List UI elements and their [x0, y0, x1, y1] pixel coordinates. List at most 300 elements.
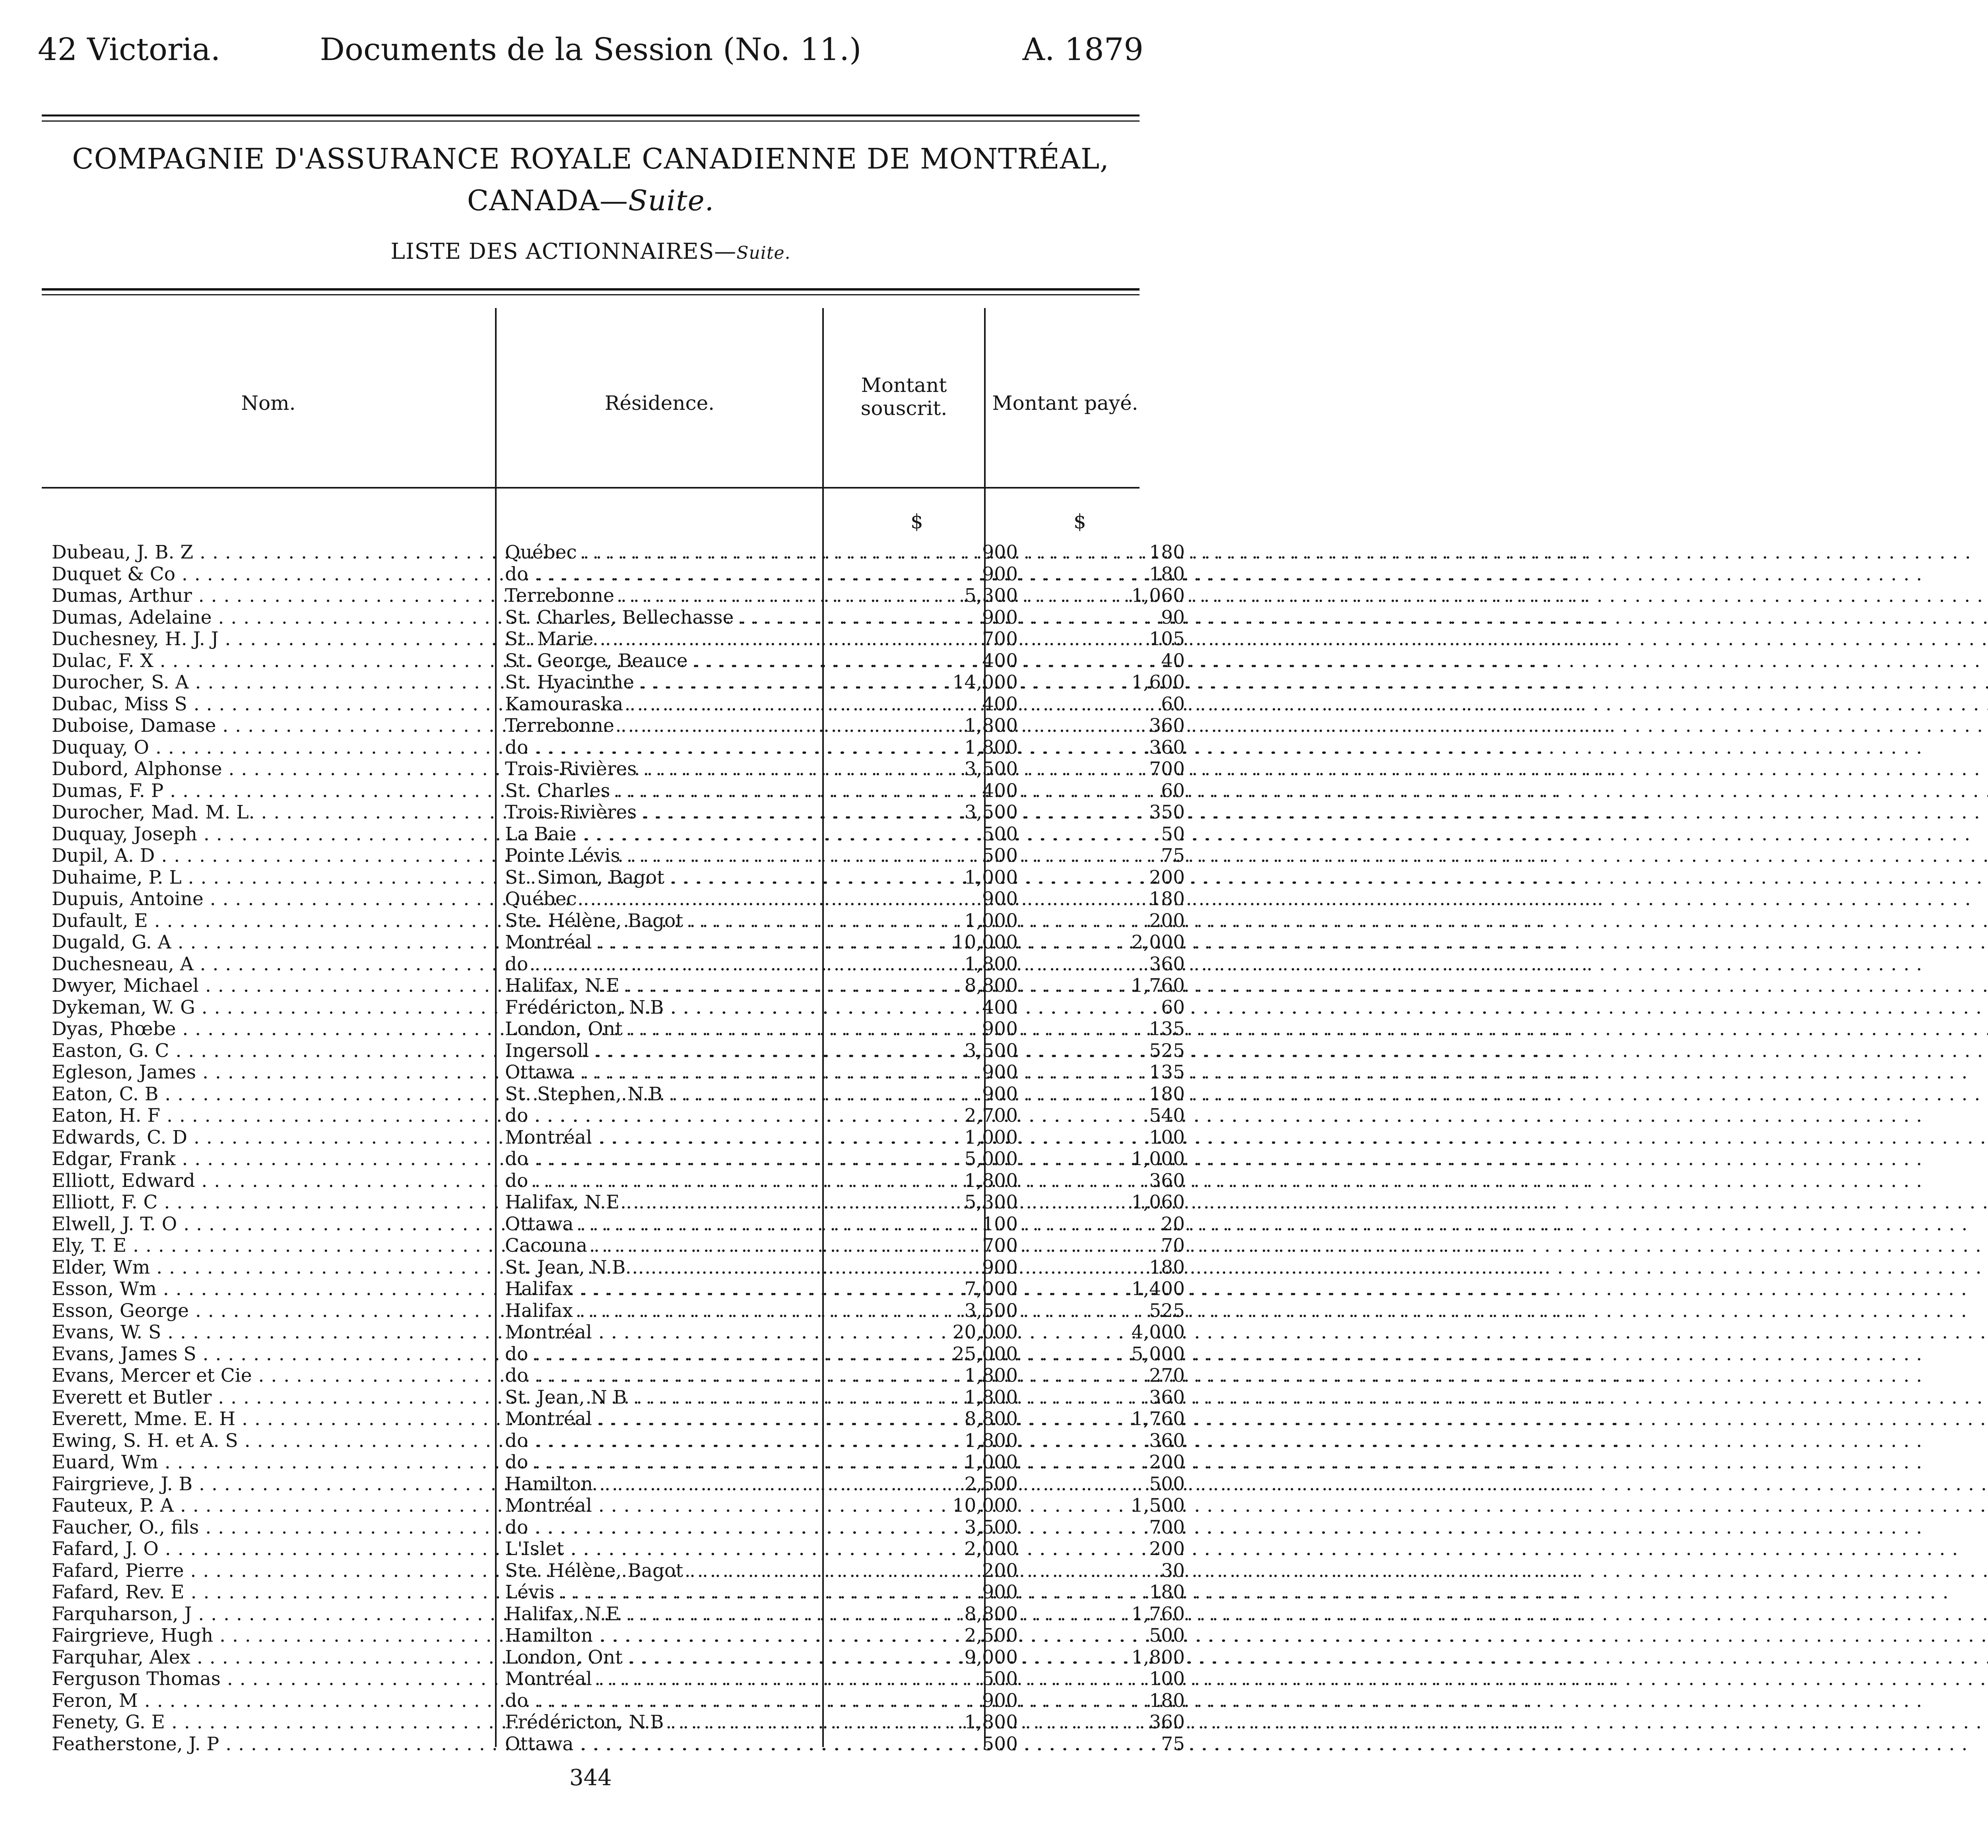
amount-subscribed: 8,800 — [964, 1408, 1018, 1430]
table-row — [52, 823, 1185, 845]
amount-subscribed: 1,800 — [964, 1169, 1018, 1192]
amount-subscribed: 2,000 — [964, 1538, 1018, 1560]
document-title-line2 — [38, 181, 1143, 221]
shareholder-name: Duquet & Co . . . — [52, 564, 491, 586]
table-row — [52, 845, 1185, 867]
shareholder-name: Duquay, O . . . — [52, 737, 491, 759]
shareholder-name: Farquharson, J . . . — [52, 1604, 491, 1625]
amount-subscribed: 5,300 — [964, 585, 1018, 607]
amount-paid: 1,800 — [1131, 1646, 1185, 1668]
table-row — [52, 736, 1185, 759]
amount-subscribed: 1,000 — [964, 866, 1018, 888]
shareholder-name: Feron, M . . . — [52, 1690, 491, 1712]
table-row — [52, 801, 1185, 824]
amount-paid: 1,600 — [1131, 671, 1185, 693]
amount-subscribed: 1,800 — [964, 1386, 1018, 1408]
shareholder-residence: Ottawa . . . — [505, 1214, 859, 1235]
amount-paid: 200 — [1149, 909, 1185, 932]
shareholder-residence: St. Charles . . . — [505, 780, 859, 802]
amount-paid: 360 — [1149, 1429, 1185, 1452]
shareholder-name: Ely, T. E . . . — [52, 1235, 491, 1257]
shareholder-residence: Halifax, N.E . . . — [505, 1604, 859, 1625]
amount-paid: 1,760 — [1131, 1603, 1185, 1625]
shareholder-name: Dulac, F. X . . . — [52, 650, 491, 672]
table-row — [52, 1538, 1185, 1560]
amount-paid: 350 — [1149, 801, 1185, 823]
title-suite: Suite. — [628, 184, 714, 217]
table-row — [52, 996, 1185, 1019]
amount-subscribed: 400 — [982, 650, 1018, 672]
shareholder-residence: do . . . — [505, 1105, 859, 1127]
shareholder-name: Dyas, Phœbe . . . — [52, 1018, 491, 1040]
amount-paid: 100 — [1149, 1126, 1185, 1148]
shareholder-name: Everett et Butler . . . — [52, 1387, 491, 1409]
shareholder-name: Dumas, Adelaine . . . — [52, 607, 491, 629]
table-row — [52, 606, 1185, 629]
shareholder-residence: Pointe Lévis . . . — [505, 845, 859, 867]
amount-paid: 1,500 — [1131, 1495, 1185, 1516]
shareholder-name: Evans, W. S . . . — [52, 1322, 491, 1344]
amount-paid: 180 — [1149, 888, 1185, 910]
table-row — [52, 1083, 1185, 1105]
table-row — [52, 953, 1185, 975]
amount-paid: 105 — [1149, 628, 1185, 650]
amount-subscribed: 10,000 — [952, 1495, 1018, 1516]
table-row — [52, 1105, 1185, 1127]
shareholder-residence: St. Simon, Bagot . . . — [505, 867, 859, 889]
table-row — [52, 1213, 1185, 1235]
table-row — [52, 1365, 1185, 1387]
shareholder-residence: Ingersoll . . . — [505, 1040, 859, 1062]
shareholder-name: Easton, G. C . . . — [52, 1040, 491, 1062]
amount-paid: 200 — [1149, 1451, 1185, 1473]
shareholder-name: Eaton, C. B . . . — [52, 1084, 491, 1105]
amount-subscribed: 400 — [982, 780, 1018, 802]
column-header-residence: Résidence. — [604, 392, 715, 415]
shareholder-residence: do . . . — [505, 1344, 859, 1365]
shareholder-residence: do . . . — [505, 737, 859, 759]
table-row — [52, 1711, 1185, 1734]
table-row — [52, 780, 1185, 802]
amount-paid: 700 — [1149, 1516, 1185, 1538]
amount-subscribed: 2,500 — [964, 1625, 1018, 1646]
table-row — [52, 585, 1185, 607]
amount-subscribed: 1,800 — [964, 1711, 1018, 1733]
header-rule-thin — [42, 120, 1140, 122]
table-row — [52, 1278, 1185, 1300]
amount-paid: 1,060 — [1131, 585, 1185, 607]
table-row — [52, 1668, 1185, 1690]
title-country: CANADA— — [467, 184, 628, 217]
shareholder-name: Elder, Wm . . . — [52, 1257, 491, 1279]
shareholder-name: Farquhar, Alex . . . — [52, 1647, 491, 1669]
amount-paid: 75 — [1161, 1733, 1185, 1755]
shareholder-name: Euard, Wm . . . — [52, 1452, 491, 1474]
shareholder-name: Dubac, Miss S . . . — [52, 694, 491, 716]
shareholder-table — [52, 541, 1185, 1755]
amount-subscribed: 900 — [982, 1689, 1018, 1712]
shareholder-residence: Terrebonne . . . — [505, 585, 859, 607]
column-header-souscrit — [824, 374, 984, 420]
amount-subscribed: 3,500 — [964, 758, 1018, 780]
amount-subscribed: 20,000 — [952, 1321, 1018, 1343]
column-header-souscrit-line2: souscrit. — [860, 397, 947, 420]
amount-subscribed: 500 — [982, 845, 1018, 867]
shareholder-residence: Halifax . . . — [505, 1300, 859, 1322]
shareholder-name: Fafard, Pierre . . . — [52, 1560, 491, 1582]
amount-subscribed: 200 — [982, 1559, 1018, 1582]
shareholder-name: Faucher, O., fils . . . — [52, 1517, 491, 1539]
shareholder-name: Dupuis, Antoine . . . — [52, 888, 491, 910]
amount-subscribed: 400 — [982, 693, 1018, 715]
amount-subscribed: 500 — [982, 1733, 1018, 1755]
shareholder-name: Ewing, S. H. et A. S . . . — [52, 1430, 491, 1452]
table-row — [52, 1321, 1185, 1344]
amount-subscribed: 1,800 — [964, 736, 1018, 758]
shareholder-name: Elliott, F. C . . . — [52, 1192, 491, 1214]
table-row — [52, 1169, 1185, 1192]
shareholder-name: Edwards, C. D . . . — [52, 1127, 491, 1149]
shareholder-residence: Ste. Hélène, Bagot . . . — [505, 910, 859, 932]
amount-paid: 60 — [1161, 780, 1185, 802]
subtitle-text: LISTE DES ACTIONNAIRES— — [390, 239, 737, 264]
shareholder-name: Duboise, Damase . . . — [52, 715, 491, 737]
shareholder-name: Esson, Wm . . . — [52, 1278, 491, 1300]
shareholder-residence: do . . . — [505, 1365, 859, 1387]
shareholder-name: Dupil, A. D . . . — [52, 845, 491, 867]
amount-paid: 60 — [1161, 996, 1185, 1018]
amount-paid: 135 — [1149, 1061, 1185, 1083]
shareholder-residence: Trois-Rivières . . . — [505, 802, 859, 824]
amount-paid: 1,400 — [1131, 1278, 1185, 1300]
amount-paid: 1,760 — [1131, 1408, 1185, 1430]
amount-paid: 200 — [1149, 1538, 1185, 1560]
shareholder-name: Everett, Mme. E. H . . . — [52, 1408, 491, 1430]
shareholder-name: Dumas, F. P . . . — [52, 780, 491, 802]
amount-paid: 180 — [1149, 1083, 1185, 1105]
shareholder-residence: Halifax, N.E . . . — [505, 1192, 859, 1214]
shareholder-residence: Québec . . . — [505, 888, 859, 910]
table-row — [52, 1473, 1185, 1495]
shareholder-name: Elliott, Edward . . . — [52, 1170, 491, 1192]
amount-subscribed: 25,000 — [952, 1343, 1018, 1365]
shareholder-residence: St. George, Beauce . . . — [505, 650, 859, 672]
amount-subscribed: 400 — [982, 996, 1018, 1018]
shareholder-residence: do . . . — [505, 954, 859, 975]
amount-subscribed: 9,000 — [964, 1646, 1018, 1668]
amount-subscribed: 900 — [982, 888, 1018, 910]
amount-paid: 525 — [1149, 1299, 1185, 1322]
table-row — [52, 715, 1185, 737]
shareholder-residence: do . . . — [505, 564, 859, 586]
shareholder-name: Durocher, S. A . . . — [52, 672, 491, 694]
shareholder-residence: Montréal . . . — [505, 1668, 859, 1690]
table-row — [52, 931, 1185, 954]
amount-paid: 180 — [1149, 1581, 1185, 1603]
shareholder-residence: Montréal . . . — [505, 1408, 859, 1430]
amount-paid: 180 — [1149, 541, 1185, 563]
amount-paid: 4,000 — [1131, 1321, 1185, 1343]
amount-subscribed: 10,000 — [952, 931, 1018, 953]
column-header-nom: Nom. — [241, 392, 296, 415]
amount-paid: 360 — [1149, 736, 1185, 758]
shareholder-name: Ferguson Thomas . . . — [52, 1668, 491, 1690]
amount-subscribed: 500 — [982, 1668, 1018, 1690]
year-label: A. 1879 — [1022, 32, 1143, 68]
shareholder-name: Egleson, James . . . — [52, 1062, 491, 1084]
shareholder-residence: Cacouna . . . — [505, 1235, 859, 1257]
amount-subscribed: 7,000 — [964, 1278, 1018, 1300]
table-row — [52, 1191, 1185, 1214]
amount-subscribed: 900 — [982, 1083, 1018, 1105]
amount-paid: 180 — [1149, 1689, 1185, 1712]
table-top-rule-thin — [42, 294, 1140, 295]
table-row — [52, 1018, 1185, 1040]
shareholder-residence: Trois-Rivières . . . — [505, 758, 859, 780]
amount-paid: 75 — [1161, 845, 1185, 867]
shareholder-residence: Hamilton . . . — [505, 1625, 859, 1647]
shareholder-residence: Lévis . . . — [505, 1582, 859, 1604]
shareholder-residence: do . . . — [505, 1430, 859, 1452]
shareholder-name: Duhaime, P. L . . . — [52, 867, 491, 889]
amount-subscribed: 900 — [982, 541, 1018, 563]
amount-subscribed: 900 — [982, 1256, 1018, 1278]
shareholder-name: Eaton, H. F . . . — [52, 1105, 491, 1127]
shareholder-residence: L'Islet . . . — [505, 1538, 859, 1560]
shareholder-name: Edgar, Frank . . . — [52, 1148, 491, 1170]
column-header-souscrit-line1: Montant — [861, 374, 947, 397]
column-header-paye: Montant payé. — [992, 392, 1138, 415]
running-head — [38, 28, 1143, 72]
amount-subscribed: 700 — [982, 1235, 1018, 1257]
header-bottom-rule — [42, 487, 1140, 489]
amount-paid: 1,760 — [1131, 975, 1185, 997]
amount-paid: 180 — [1149, 1256, 1185, 1278]
table-row — [52, 693, 1185, 716]
amount-subscribed: 3,500 — [964, 1299, 1018, 1322]
shareholder-residence: London, Ont . . . — [505, 1647, 859, 1669]
amount-paid: 20 — [1161, 1213, 1185, 1235]
amount-paid: 500 — [1149, 1473, 1185, 1495]
shareholder-residence: St. Hyacinthe . . . — [505, 672, 859, 694]
amount-subscribed: 1,800 — [964, 1365, 1018, 1386]
shareholder-name: Dumas, Arthur . . . — [52, 585, 491, 607]
amount-subscribed: 900 — [982, 1061, 1018, 1083]
table-row — [52, 1429, 1185, 1452]
amount-paid: 270 — [1149, 1365, 1185, 1386]
table-row — [52, 758, 1185, 780]
table-row — [52, 975, 1185, 997]
amount-subscribed: 900 — [982, 563, 1018, 585]
table-row — [52, 888, 1185, 910]
shareholder-residence: do . . . — [505, 1452, 859, 1474]
shareholder-residence: do . . . — [505, 1690, 859, 1712]
document-label: Documents de la Session (No. 11.) — [320, 32, 862, 68]
table-row — [52, 1126, 1185, 1149]
list-subtitle — [38, 239, 1143, 264]
amount-paid: 30 — [1161, 1559, 1185, 1582]
table-row — [52, 866, 1185, 889]
amount-subscribed: 2,700 — [964, 1105, 1018, 1127]
shareholder-residence: Frédéricton, N.B . . . — [505, 997, 859, 1019]
shareholder-name: Duquay, Joseph . . . — [52, 824, 491, 845]
table-row — [52, 1256, 1185, 1279]
shareholder-name: Dubeau, J. B. Z . . . — [52, 542, 491, 564]
amount-paid: 180 — [1149, 563, 1185, 585]
amount-subscribed: 100 — [982, 1213, 1018, 1235]
shareholder-name: Fenety, G. E . . . — [52, 1712, 491, 1734]
shareholder-residence: do . . . — [505, 1148, 859, 1170]
amount-subscribed: 2,500 — [964, 1473, 1018, 1495]
table-row — [52, 563, 1185, 586]
amount-paid: 100 — [1149, 1668, 1185, 1690]
shareholder-name: Dykeman, W. G . . . — [52, 997, 491, 1019]
shareholder-residence: La Baie . . . — [505, 824, 859, 845]
amount-subscribed: 1,000 — [964, 909, 1018, 932]
amount-paid: 540 — [1149, 1105, 1185, 1127]
amount-paid: 1,060 — [1131, 1191, 1185, 1213]
amount-paid: 525 — [1149, 1039, 1185, 1062]
shareholder-residence: St. Jean, N B . . . — [505, 1387, 859, 1409]
shareholder-residence: Frédéricton, N.B . . . — [505, 1712, 859, 1734]
shareholder-residence: Terrebonne . . . — [505, 715, 859, 737]
amount-paid: 90 — [1161, 606, 1185, 628]
shareholder-residence: Halifax . . . — [505, 1278, 859, 1300]
table-row — [52, 1235, 1185, 1257]
amount-subscribed: 1,800 — [964, 1429, 1018, 1452]
shareholder-name: Fairgrieve, J. B . . . — [52, 1474, 491, 1495]
shareholder-name: Dufault, E . . . — [52, 910, 491, 932]
shareholder-name: Dwyer, Michael . . . — [52, 975, 491, 997]
shareholder-name: Duchesneau, A . . . — [52, 954, 491, 975]
shareholder-name: Fairgrieve, Hugh . . . — [52, 1625, 491, 1647]
amount-subscribed: 5,000 — [964, 1148, 1018, 1170]
amount-subscribed: 3,500 — [964, 1516, 1018, 1538]
shareholder-name: Evans, Mercer et Cie . . . — [52, 1365, 491, 1387]
shareholder-name: Durocher, Mad. M. L. . . . — [52, 802, 491, 824]
shareholder-residence: do . . . — [505, 1170, 859, 1192]
amount-subscribed: 3,500 — [964, 1039, 1018, 1062]
table-row — [52, 1646, 1185, 1669]
shareholder-residence: do . . . — [505, 1517, 859, 1539]
shareholder-name: Dugald, G. A . . . — [52, 932, 491, 954]
shareholder-name: Dubord, Alphonse . . . — [52, 758, 491, 780]
table-row — [52, 541, 1185, 564]
shareholder-residence: Kamouraska . . . — [505, 694, 859, 716]
table-row — [52, 1581, 1185, 1604]
session-label: 42 Victoria. — [38, 32, 221, 68]
table-top-rule-thick — [42, 288, 1140, 291]
shareholder-residence: St. Charles, Bellechasse . . . — [505, 607, 859, 629]
table-row — [52, 1733, 1185, 1755]
amount-subscribed: 14,000 — [952, 671, 1018, 693]
table-row — [52, 628, 1185, 650]
shareholder-residence: Halifax, N.E . . . — [505, 975, 859, 997]
amount-paid: 40 — [1161, 650, 1185, 672]
shareholder-residence: St. Jean, N.B . . . — [505, 1257, 859, 1279]
table-row — [52, 1299, 1185, 1322]
amount-subscribed: 8,800 — [964, 975, 1018, 997]
shareholder-name: Duchesney, H. J. J . . . — [52, 628, 491, 650]
shareholder-residence: Hamilton . . . — [505, 1474, 859, 1495]
table-row — [52, 1603, 1185, 1625]
shareholder-residence: Ottawa . . . — [505, 1734, 859, 1755]
amount-paid: 1,000 — [1131, 1148, 1185, 1170]
amount-paid: 200 — [1149, 866, 1185, 888]
amount-subscribed: 5,300 — [964, 1191, 1018, 1213]
unit-souscrit: $ — [911, 510, 923, 533]
table-row — [52, 1061, 1185, 1084]
shareholder-residence: Ottawa . . . — [505, 1062, 859, 1084]
amount-subscribed: 900 — [982, 1018, 1018, 1040]
shareholder-name: Elwell, J. T. O . . . — [52, 1214, 491, 1235]
shareholder-residence: St. Stephen, N.B . . . — [505, 1084, 859, 1105]
shareholder-residence: London, Ont . . . — [505, 1018, 859, 1040]
amount-paid: 360 — [1149, 1169, 1185, 1192]
shareholder-residence: Montréal . . . — [505, 1495, 859, 1517]
amount-paid: 5,000 — [1131, 1343, 1185, 1365]
amount-subscribed: 1,000 — [964, 1451, 1018, 1473]
table-row — [52, 650, 1185, 672]
shareholder-residence: Québec . . . — [505, 542, 859, 564]
table-row — [52, 1148, 1185, 1170]
page-number: 344 — [569, 1765, 612, 1791]
amount-paid: 2,000 — [1131, 931, 1185, 953]
amount-paid: 135 — [1149, 1018, 1185, 1040]
amount-subscribed: 900 — [982, 606, 1018, 628]
subtitle-suite: Suite. — [736, 243, 791, 263]
table-row — [52, 1343, 1185, 1365]
amount-paid: 50 — [1161, 823, 1185, 845]
table-row — [52, 1495, 1185, 1517]
amount-paid: 70 — [1161, 1235, 1185, 1257]
shareholder-name: Fauteux, P. A . . . — [52, 1495, 491, 1517]
shareholder-residence: Ste. Hélène, Bagot . . . — [505, 1560, 859, 1582]
shareholder-name: Esson, George . . . — [52, 1300, 491, 1322]
amount-subscribed: 500 — [982, 823, 1018, 845]
table-row — [52, 1451, 1185, 1474]
amount-subscribed: 700 — [982, 628, 1018, 650]
shareholder-residence: Montréal . . . — [505, 932, 859, 954]
amount-subscribed: 1,800 — [964, 715, 1018, 737]
table-row — [52, 1039, 1185, 1062]
table-row — [52, 671, 1185, 694]
amount-paid: 360 — [1149, 1711, 1185, 1733]
amount-subscribed: 900 — [982, 1581, 1018, 1603]
unit-paye: $ — [1074, 510, 1086, 533]
header-rule-thick — [42, 114, 1140, 116]
amount-subscribed: 3,500 — [964, 801, 1018, 823]
shareholder-name: Fafard, J. O . . . — [52, 1538, 491, 1560]
table-row — [52, 1516, 1185, 1539]
table-row — [52, 909, 1185, 932]
amount-paid: 500 — [1149, 1625, 1185, 1646]
amount-paid: 360 — [1149, 715, 1185, 737]
amount-paid: 700 — [1149, 758, 1185, 780]
amount-paid: 360 — [1149, 953, 1185, 975]
table-row — [52, 1408, 1185, 1430]
amount-subscribed: 1,800 — [964, 953, 1018, 975]
shareholder-name: Fafard, Rev. E . . . — [52, 1582, 491, 1604]
shareholder-name: Evans, James S . . . — [52, 1344, 491, 1365]
document-title: COMPAGNIE D'ASSURANCE ROYALE CANADIENNE DE MONTRÉAL, — [72, 142, 1109, 175]
shareholder-residence: Montréal . . . — [505, 1322, 859, 1344]
table-row — [52, 1625, 1185, 1647]
shareholder-name: Featherstone, J. P . . . — [52, 1734, 491, 1755]
table-row — [52, 1689, 1185, 1712]
table-row — [52, 1559, 1185, 1582]
amount-subscribed: 1,000 — [964, 1126, 1018, 1148]
